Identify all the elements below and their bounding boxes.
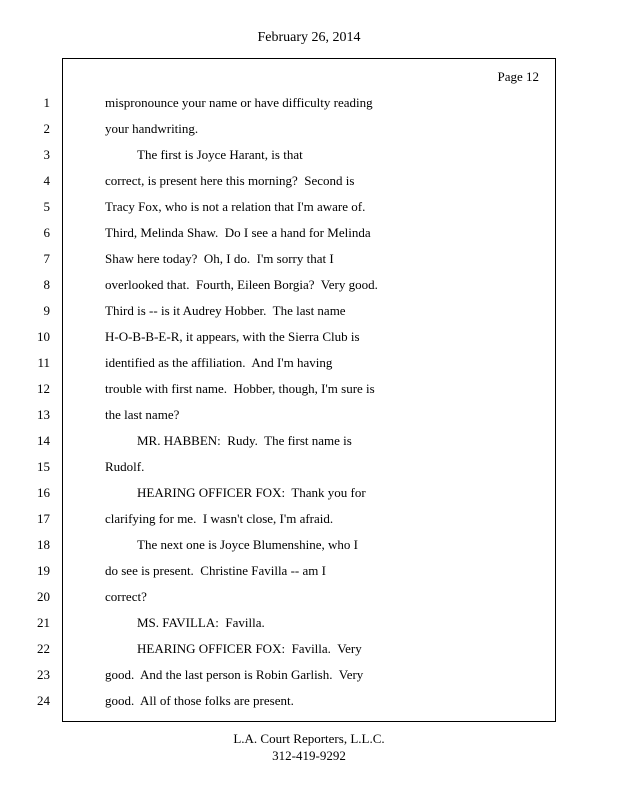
line-text: HEARING OFFICER FOX: Favilla. Very	[137, 641, 362, 656]
transcript-lines	[0, 90, 618, 714]
line-number: 20	[37, 589, 50, 604]
line-text: Rudolf.	[105, 459, 145, 474]
line-text: good. All of those folks are present.	[105, 693, 294, 708]
transcript-line	[0, 610, 618, 636]
line-number: 16	[37, 485, 50, 500]
transcript-line	[0, 246, 618, 272]
line-text: Tracy Fox, who is not a relation that I'm aware of.	[105, 199, 366, 214]
line-text: mispronounce your name or have difficulty reading	[105, 95, 373, 110]
line-number: 7	[43, 251, 50, 266]
line-number: 22	[37, 641, 50, 656]
transcript-line	[0, 688, 618, 714]
line-text: correct?	[105, 589, 147, 604]
line-text: identified as the affiliation. And I'm having	[105, 355, 333, 370]
transcript-line	[0, 350, 618, 376]
line-text: HEARING OFFICER FOX: Thank you for	[137, 485, 366, 500]
line-number: 3	[43, 147, 50, 162]
line-number: 18	[37, 537, 50, 552]
transcript-line	[0, 662, 618, 688]
line-number: 23	[37, 667, 50, 682]
transcript-line	[0, 584, 618, 610]
line-text: MS. FAVILLA: Favilla.	[137, 615, 265, 630]
line-text: H-O-B-B-E-R, it appears, with the Sierra Club is	[105, 329, 360, 344]
transcript-line	[0, 506, 618, 532]
line-number: 8	[43, 277, 50, 292]
line-text: the last name?	[105, 407, 180, 422]
line-text: correct, is present here this morning? Second is	[105, 173, 355, 188]
line-number: 17	[37, 511, 50, 526]
transcript-line	[0, 532, 618, 558]
line-text: Third, Melinda Shaw. Do I see a hand for Melinda	[105, 225, 371, 240]
footer-company: L.A. Court Reporters, L.L.C.	[233, 731, 385, 746]
transcript-line	[0, 194, 618, 220]
line-text: good. And the last person is Robin Garlish. Very	[105, 667, 364, 682]
date-header: February 26, 2014	[257, 30, 361, 45]
line-text: MR. HABBEN: Rudy. The first name is	[137, 433, 352, 448]
line-number: 12	[37, 381, 50, 396]
line-number: 4	[43, 173, 50, 188]
line-number: 9	[43, 303, 50, 318]
transcript-line	[0, 402, 618, 428]
line-number: 10	[37, 329, 50, 344]
line-number: 2	[43, 121, 50, 136]
line-number: 19	[37, 563, 50, 578]
line-text: do see is present. Christine Favilla -- am I	[105, 563, 326, 578]
transcript-line	[0, 168, 618, 194]
line-text: The next one is Joyce Blumenshine, who I	[137, 537, 358, 552]
transcript-line	[0, 428, 618, 454]
line-number: 13	[37, 407, 50, 422]
transcript-line	[0, 376, 618, 402]
transcript-line	[0, 142, 618, 168]
transcript-line	[0, 298, 618, 324]
line-number: 6	[43, 225, 50, 240]
transcript-line	[0, 454, 618, 480]
line-number: 24	[37, 693, 50, 708]
line-number: 21	[37, 615, 50, 630]
line-text: Shaw here today? Oh, I do. I'm sorry that I	[105, 251, 334, 266]
transcript-line	[0, 116, 618, 142]
page-number-label: Page 12	[497, 69, 539, 84]
line-text: overlooked that. Fourth, Eileen Borgia? Very good.	[105, 277, 378, 292]
line-text: your handwriting.	[105, 121, 199, 136]
transcript-line	[0, 272, 618, 298]
footer-phone: 312-419-9292	[272, 748, 346, 763]
line-number: 15	[37, 459, 50, 474]
line-number: 11	[37, 355, 50, 370]
line-number: 14	[37, 433, 50, 448]
line-text: Third is -- is it Audrey Hobber. The last name	[105, 303, 346, 318]
line-number: 5	[43, 199, 50, 214]
transcript-line	[0, 636, 618, 662]
transcript-line	[0, 480, 618, 506]
line-number: 1	[43, 95, 50, 110]
line-text: The first is Joyce Harant, is that	[137, 147, 303, 162]
line-text: clarifying for me. I wasn't close, I'm afraid.	[105, 511, 334, 526]
transcript-line	[0, 90, 618, 116]
line-text: trouble with first name. Hobber, though, I'm sure is	[105, 381, 375, 396]
transcript-line	[0, 558, 618, 584]
transcript-line	[0, 324, 618, 350]
transcript-line	[0, 220, 618, 246]
